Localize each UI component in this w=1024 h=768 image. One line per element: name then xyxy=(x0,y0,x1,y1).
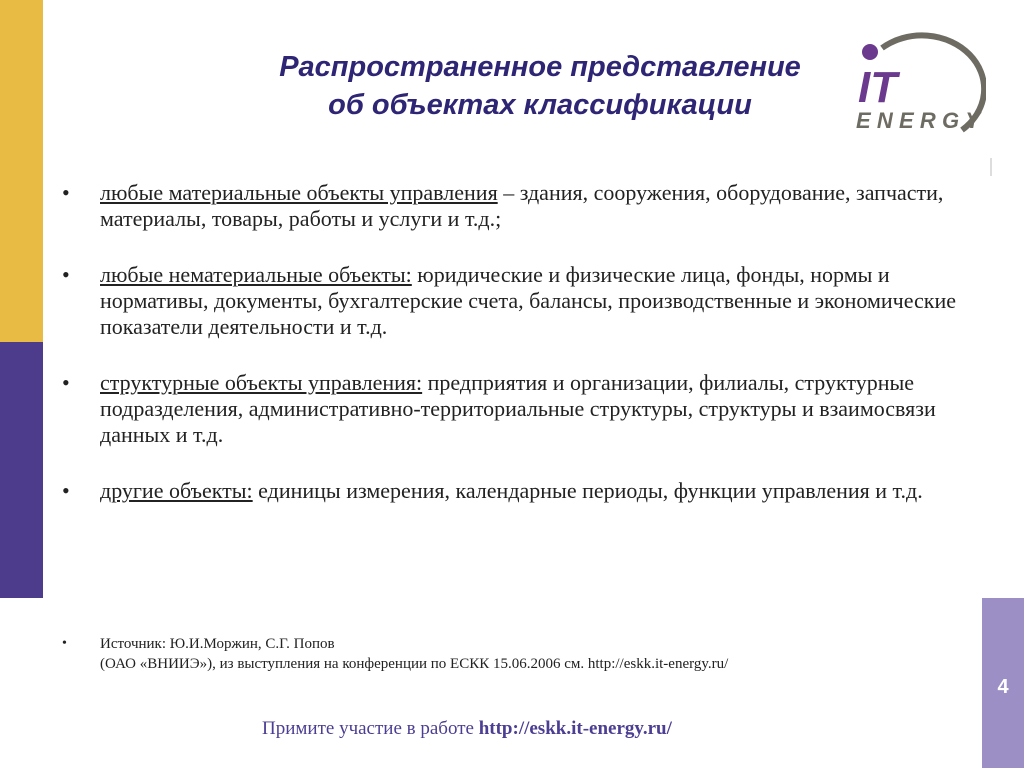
bullet-text: предприятия и организации, филиалы, структурные подразделения, административно-территориальные структуры, структуры и взаимосвязи данных и т.д. xyxy=(100,370,936,447)
bullet-marker: • xyxy=(62,180,70,205)
footer-invitation xyxy=(262,718,862,740)
bullet-item-other xyxy=(60,478,960,504)
bullet-term: любые нематериальные объекты: xyxy=(100,262,412,287)
logo-it-text: IT xyxy=(858,63,898,112)
bullet-text: единицы измерения, календарные периоды, функции управления и т.д. xyxy=(252,478,923,503)
bullet-marker: • xyxy=(62,262,70,287)
source-marker: • xyxy=(62,636,67,651)
bullet-text: – здания, сооружения, оборудование, запчасти, материалы, товары, работы и услуги и т.д.; xyxy=(100,180,944,231)
left-gold-bar xyxy=(0,0,43,342)
logo-dot xyxy=(862,44,878,60)
left-purple-bar xyxy=(0,342,43,598)
source-line-2: (ОАО «ВНИИЭ»), из выступления на конференции по ЕСКК 15.06.2006 см. http://eskk.it-energy.ru/ xyxy=(100,656,729,672)
source-note xyxy=(60,634,960,674)
bullet-term: структурные объекты управления: xyxy=(100,370,423,395)
footer-prefix: Примите участие в работе xyxy=(262,718,479,739)
logo-energy-text: ENERGY xyxy=(856,108,980,133)
slide-title-line-2: об объектах классификации xyxy=(328,89,752,121)
page-number: 4 xyxy=(997,676,1009,698)
bullet-term: любые материальные объекты управления xyxy=(100,180,498,205)
bullet-item-intangible xyxy=(60,262,960,340)
bullet-marker: • xyxy=(62,370,70,395)
bullet-marker: • xyxy=(62,478,70,503)
bullet-list xyxy=(60,180,960,504)
slide-title-line-1: Распространенное представление xyxy=(279,51,801,83)
bullet-item-structural xyxy=(60,370,960,448)
bullet-item-material xyxy=(60,180,960,232)
bullet-term: другие объекты: xyxy=(100,478,253,503)
source-line-1: Источник: Ю.И.Моржин, С.Г. Попов xyxy=(100,636,335,652)
footer-link[interactable]: http://eskk.it-energy.ru/ xyxy=(478,718,672,739)
slide-title xyxy=(150,48,930,124)
bullet-text: юридические и физические лица, фонды, нормы и нормативы, документы, бухгалтерские счета, балансы, производственные и экономические показатели деятельности и т.д. xyxy=(100,262,957,339)
logo-mark xyxy=(990,158,992,176)
it-energy-logo xyxy=(852,30,986,140)
